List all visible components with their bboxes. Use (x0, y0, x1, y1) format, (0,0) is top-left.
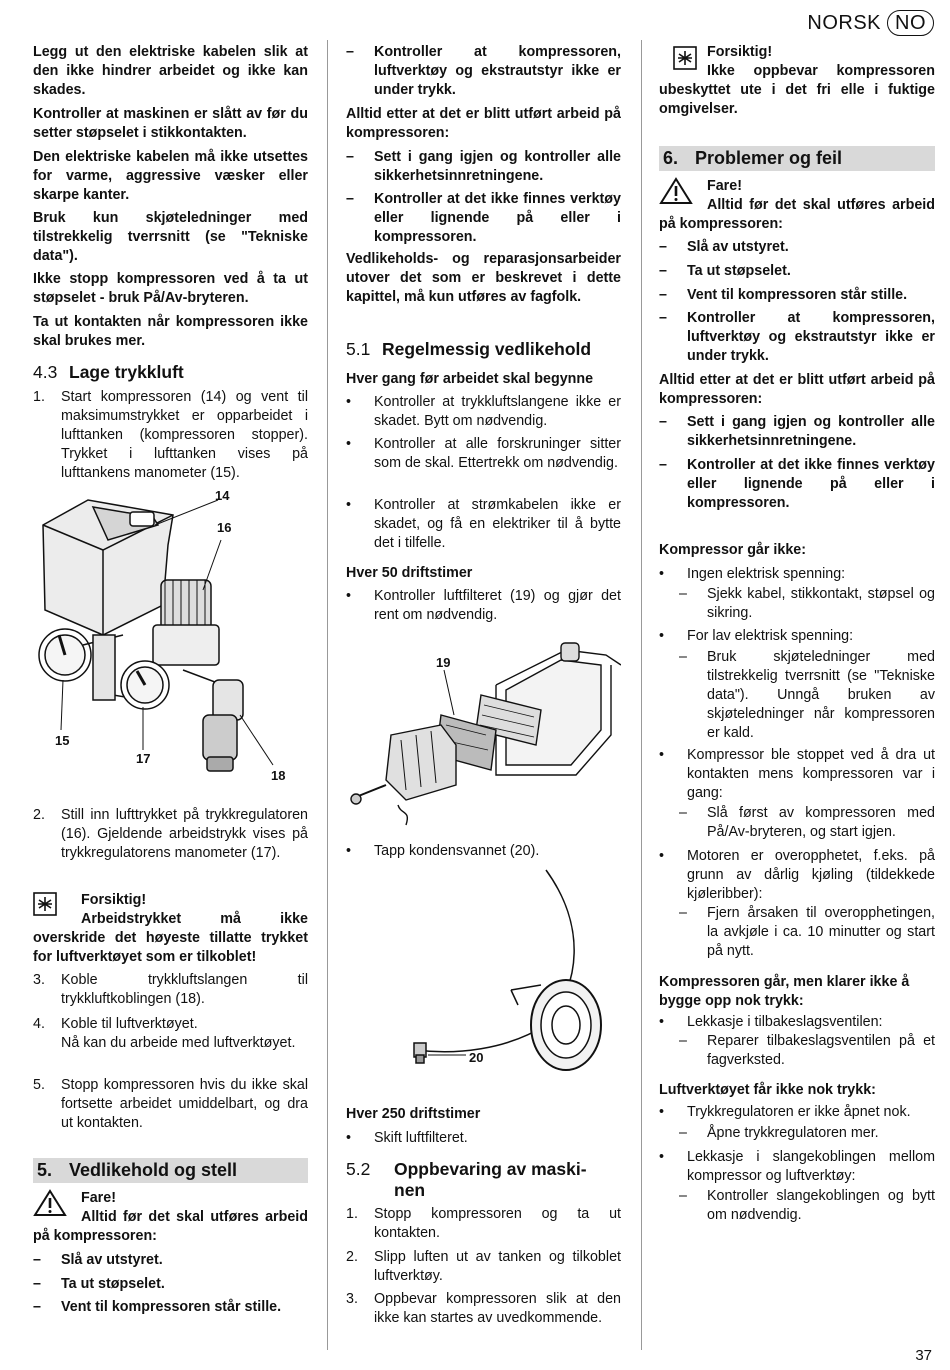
list-item (33, 1076, 308, 1133)
list-text: Ingen elektrisk spenning: (687, 566, 846, 582)
list-text: Kontroller luftfilteret (19) og gjør det rent om nødvendig. (374, 588, 621, 623)
list-text: Slå først av kompressoren med På/Av-bryteren, og start igjen. (707, 805, 935, 840)
list-text: Slå av utstyret. (61, 1252, 163, 1268)
list-item (659, 309, 935, 366)
list-text: Slipp luften ut av tanken og tilkoblet luftverktøy. (374, 1249, 621, 1284)
list-item (679, 904, 935, 961)
section-title: Lage trykkluft (69, 362, 184, 382)
caution-text: Ikke oppbevar kompressoren ubeskyttet ute i det fri elle i fuktige omgivelser. (659, 63, 935, 117)
dash-marker: – (346, 44, 354, 60)
dash-marker: – (659, 414, 667, 430)
danger-title: Fare! (707, 178, 742, 194)
list-text: Kontroller at det ikke finnes verktøy eller lignende på eller i kompressoren. (687, 457, 935, 511)
page-number: 37 (915, 1347, 932, 1364)
list-text: Motoren er overopphetet, f.eks. på grunn av dårlig kjøling (tildekkede kjøleribber): (687, 848, 935, 902)
list-item (33, 1275, 308, 1294)
list-text: Nå kan du arbeide med luftverktøyet. (61, 1035, 296, 1051)
list-item (659, 456, 935, 513)
list-text: Skift luftfilteret. (374, 1130, 468, 1146)
section-heading-5 (33, 1158, 308, 1183)
section-heading-4-3 (33, 362, 308, 383)
subheading: Hver 50 driftstimer (346, 565, 473, 581)
list-item (659, 1013, 935, 1032)
list-item (659, 238, 935, 257)
list-item (33, 971, 308, 1009)
paragraph: Legg ut den elektriske kabelen slik at den ikke hindrer arbeidet og ikke kan skades. (33, 44, 308, 98)
column-divider (641, 40, 642, 1350)
list-text: Kontroller at alle forskruninger sitter som de skal. Ettertrekk om nødvendig. (374, 436, 621, 471)
list-item (33, 1015, 308, 1053)
list-item (659, 413, 935, 451)
list-text: Trykkregulatoren er ikke åpnet nok. (687, 1104, 911, 1120)
column-divider (327, 40, 328, 1350)
list-item (33, 806, 308, 863)
list-text: Ta ut støpselet. (687, 263, 791, 279)
caution-text: Arbeidstrykket må ikke overskride det høyeste tillatte trykket for luftverktøyet som er tilkoblet! (33, 911, 308, 965)
list-item (679, 648, 935, 743)
dash-marker: – (679, 905, 687, 921)
paragraph: Vedlikeholds- og reparasjonsarbeider utover det som er beskrevet i dette kapittel, må kun utføres av fagfolk. (346, 251, 621, 305)
list-number: 1. (346, 1206, 358, 1222)
dash-marker: – (679, 1033, 687, 1049)
list-item (346, 587, 621, 625)
list-text: Koble trykkluftslangen til trykkluftkoblingen (18). (61, 972, 308, 1007)
list-text: Koble til luftverktøyet. (61, 1016, 198, 1032)
paragraph: Ikke stopp kompressoren ved å ta ut støpselet - bruk På/Av-bryteren. (33, 271, 308, 306)
list-item (346, 43, 621, 100)
list-item (33, 388, 308, 483)
paragraph: Alltid etter at det er blitt utført arbeid på kompressoren: (659, 372, 935, 407)
list-item (679, 585, 935, 623)
section-number: 6. (663, 148, 679, 168)
dash-marker: – (659, 239, 667, 255)
list-item (346, 496, 621, 553)
list-item (346, 1129, 621, 1148)
subheading: Hver gang før arbeidet skal begynne (346, 371, 594, 387)
figure-label: 17 (136, 751, 151, 766)
list-item (659, 627, 935, 646)
section-number: 4.3 (33, 362, 58, 382)
list-text: For lav elektrisk spenning: (687, 628, 854, 644)
figure-label: 18 (271, 768, 286, 783)
list-item (679, 1032, 935, 1070)
dash-marker: – (679, 1125, 687, 1141)
list-item (659, 286, 935, 305)
list-text: Kontroller at kompressoren, luftverktøy og ekstrautstyr ikke er under trykk. (687, 310, 935, 364)
subheading: Hver 250 driftstimer (346, 1106, 481, 1122)
section-title: Regelmessig vedlikehold (382, 339, 592, 359)
dash-marker: – (346, 149, 354, 165)
bullet-marker: • (659, 1014, 665, 1030)
bullet-marker: • (659, 747, 665, 763)
list-text: Start kompressoren (14) og vent til maksimumstrykket er opparbeidet i lufttanken (kompressoren stopper). Trykket i lufttanken vises på lufttankens manometer (15). (61, 389, 308, 481)
dash-marker: – (659, 310, 667, 326)
language-code-badge: NO (887, 10, 934, 36)
bullet-marker: • (346, 436, 352, 452)
bullet-marker: • (659, 848, 665, 864)
bullet-marker: • (659, 566, 665, 582)
bullet-marker: • (346, 588, 352, 604)
section-title-line: Oppbevaring av maski- (394, 1159, 587, 1179)
list-number: 2. (33, 807, 45, 823)
section-number: 5.2 (346, 1159, 371, 1179)
list-item (679, 1187, 935, 1225)
dash-marker: – (659, 457, 667, 473)
figure-label: 15 (55, 733, 70, 748)
list-text: Still inn lufttrykket på trykkregulatoren (16). Gjeldende arbeidstrykk vises på trykkregulatorens manometer (17). (61, 807, 308, 861)
list-text: Vent til kompressoren står stille. (61, 1299, 282, 1315)
dash-marker: – (659, 287, 667, 303)
dash-marker: – (679, 649, 687, 665)
pressure-switch-figure (33, 485, 308, 785)
list-item (33, 1298, 308, 1317)
list-number: 1. (33, 389, 45, 405)
language-header (807, 10, 934, 36)
list-item (659, 262, 935, 281)
dash-marker: – (659, 263, 667, 279)
bullet-marker: • (659, 1149, 665, 1165)
paragraph: Kontroller at maskinen er slått av før du setter støpselet i stikkontakten. (33, 106, 308, 141)
danger-text: Alltid før det skal utføres arbeid på kompressoren: (659, 197, 935, 232)
list-text: Sett i gang igjen og kontroller alle sikkerhetsinnretningene. (374, 149, 621, 184)
list-text: Vent til kompressoren står stille. (687, 287, 908, 303)
list-text: Åpne trykkregulatoren mer. (707, 1125, 879, 1141)
bullet-marker: • (346, 843, 352, 859)
list-item (346, 393, 621, 431)
list-number: 3. (33, 972, 45, 988)
dash-marker: – (679, 805, 687, 821)
list-item (659, 746, 935, 803)
subheading: Kompressoren går, men klarer ikke å bygge opp nok trykk: (659, 974, 910, 1009)
subheading: Kompressor går ikke: (659, 542, 806, 558)
condensate-drain-figure (346, 865, 621, 1085)
list-item (679, 804, 935, 842)
paragraph: Bruk kun skjøteledninger med tilstrekkelig tverrsnitt (se "Tekniske data"). (33, 210, 308, 264)
list-text: Lekkasje i slangekoblingen mellom kompressor og luftverktøy: (687, 1149, 935, 1184)
bullet-marker: • (346, 394, 352, 410)
figure-label: 20 (469, 1050, 484, 1065)
list-text: Kontroller at strømkabelen ikke er skadet, og få en elektriker til å bytte det i tilfelle. (374, 497, 621, 551)
list-item (346, 190, 621, 247)
list-item (346, 1205, 621, 1243)
section-title: Problemer og feil (695, 148, 843, 168)
dash-marker: – (33, 1299, 41, 1315)
section-title: Vedlikehold og stell (69, 1160, 238, 1180)
bullet-marker: • (346, 497, 352, 513)
list-text: Oppbevar kompressoren slik at den ikke kan startes av uvedkommende. (374, 1291, 621, 1326)
list-text: Kontroller at trykkluftslangene ikke er skadet. Bytt om nødvendig. (374, 394, 621, 429)
list-text: Sjekk kabel, stikkontakt, støpsel og sikring. (707, 586, 935, 621)
section-number: 5. (37, 1160, 53, 1180)
list-number: 4. (33, 1016, 45, 1032)
list-number: 3. (346, 1291, 358, 1307)
section-heading-5-1 (346, 339, 621, 360)
danger-text: Alltid før det skal utføres arbeid på kompressoren: (33, 1209, 308, 1244)
section-number: 5.1 (346, 339, 371, 359)
list-item (346, 1290, 621, 1328)
list-item (659, 847, 935, 904)
bullet-marker: • (659, 628, 665, 644)
list-text: Fjern årsaken til overopphetingen, la avkjøle i ca. 10 minutter og start på nytt. (707, 905, 935, 959)
list-item (659, 1148, 935, 1186)
dash-marker: – (679, 1188, 687, 1204)
subheading: Luftverktøyet får ikke nok trykk: (659, 1082, 876, 1098)
paragraph: Den elektriske kabelen må ikke utsettes for varme, aggressive væsker eller skarpe kanter. (33, 149, 308, 203)
list-text: Ta ut støpselet. (61, 1276, 165, 1292)
list-text: Slå av utstyret. (687, 239, 789, 255)
figure-label: 19 (436, 655, 451, 670)
danger-title: Fare! (81, 1190, 116, 1206)
section-title-line: nen (394, 1180, 426, 1200)
list-item (346, 842, 621, 861)
dash-marker: – (679, 586, 687, 602)
list-item (346, 435, 621, 473)
figure-label: 16 (217, 520, 232, 535)
list-text: Lekkasje i tilbakeslagsventilen: (687, 1014, 883, 1030)
dash-marker: – (33, 1252, 41, 1268)
air-filter-figure (346, 635, 621, 830)
list-text: Tapp kondensvannet (20). (374, 843, 540, 859)
list-text: Stopp kompressoren og ta ut kontakten. (374, 1206, 621, 1241)
language-label: NORSK (807, 11, 881, 34)
section-heading-5-2 (346, 1159, 621, 1201)
bullet-marker: • (659, 1104, 665, 1120)
list-text: Kontroller at det ikke finnes verktøy eller lignende på eller i kompressoren. (374, 191, 621, 245)
list-text: Reparer tilbakeslagsventilen på et fagverksted. (707, 1033, 935, 1068)
list-item (33, 1251, 308, 1270)
list-item (659, 1103, 935, 1122)
list-item (679, 1124, 935, 1143)
bullet-marker: • (346, 1130, 352, 1146)
list-text: Kontroller slangekoblingen og bytt om nødvendig. (707, 1188, 935, 1223)
list-text: Stopp kompressoren hvis du ikke skal fortsette arbeidet umiddelbart, og dra ut kontakten. (61, 1077, 308, 1131)
list-item (346, 148, 621, 186)
list-item (346, 1248, 621, 1286)
list-number: 2. (346, 1249, 358, 1265)
dash-marker: – (346, 191, 354, 207)
section-heading-6 (659, 146, 935, 171)
list-number: 5. (33, 1077, 45, 1093)
list-item (659, 565, 935, 584)
list-text: Bruk skjøteledninger med tilstrekkelig tverrsnitt (se "Tekniske data"). Unngå bruken av skjøteledninger når kompressoren er kald. (707, 649, 935, 741)
dash-marker: – (33, 1276, 41, 1292)
caution-title: Forsiktig! (707, 44, 773, 60)
figure-label: 14 (215, 488, 230, 503)
caution-title: Forsiktig! (81, 892, 147, 908)
section-title (394, 1159, 621, 1201)
list-text: Kompressor ble stoppet ved å dra ut kontakten mens kompressoren var i gang: (687, 747, 935, 801)
paragraph: Ta ut kontakten når kompressoren ikke skal brukes mer. (33, 314, 308, 349)
list-text: Sett i gang igjen og kontroller alle sikkerhetsinnretningene. (687, 414, 935, 449)
paragraph: Alltid etter at det er blitt utført arbeid på kompressoren: (346, 106, 621, 141)
list-text: Kontroller at kompressoren, luftverktøy og ekstrautstyr ikke er under trykk. (374, 44, 621, 98)
